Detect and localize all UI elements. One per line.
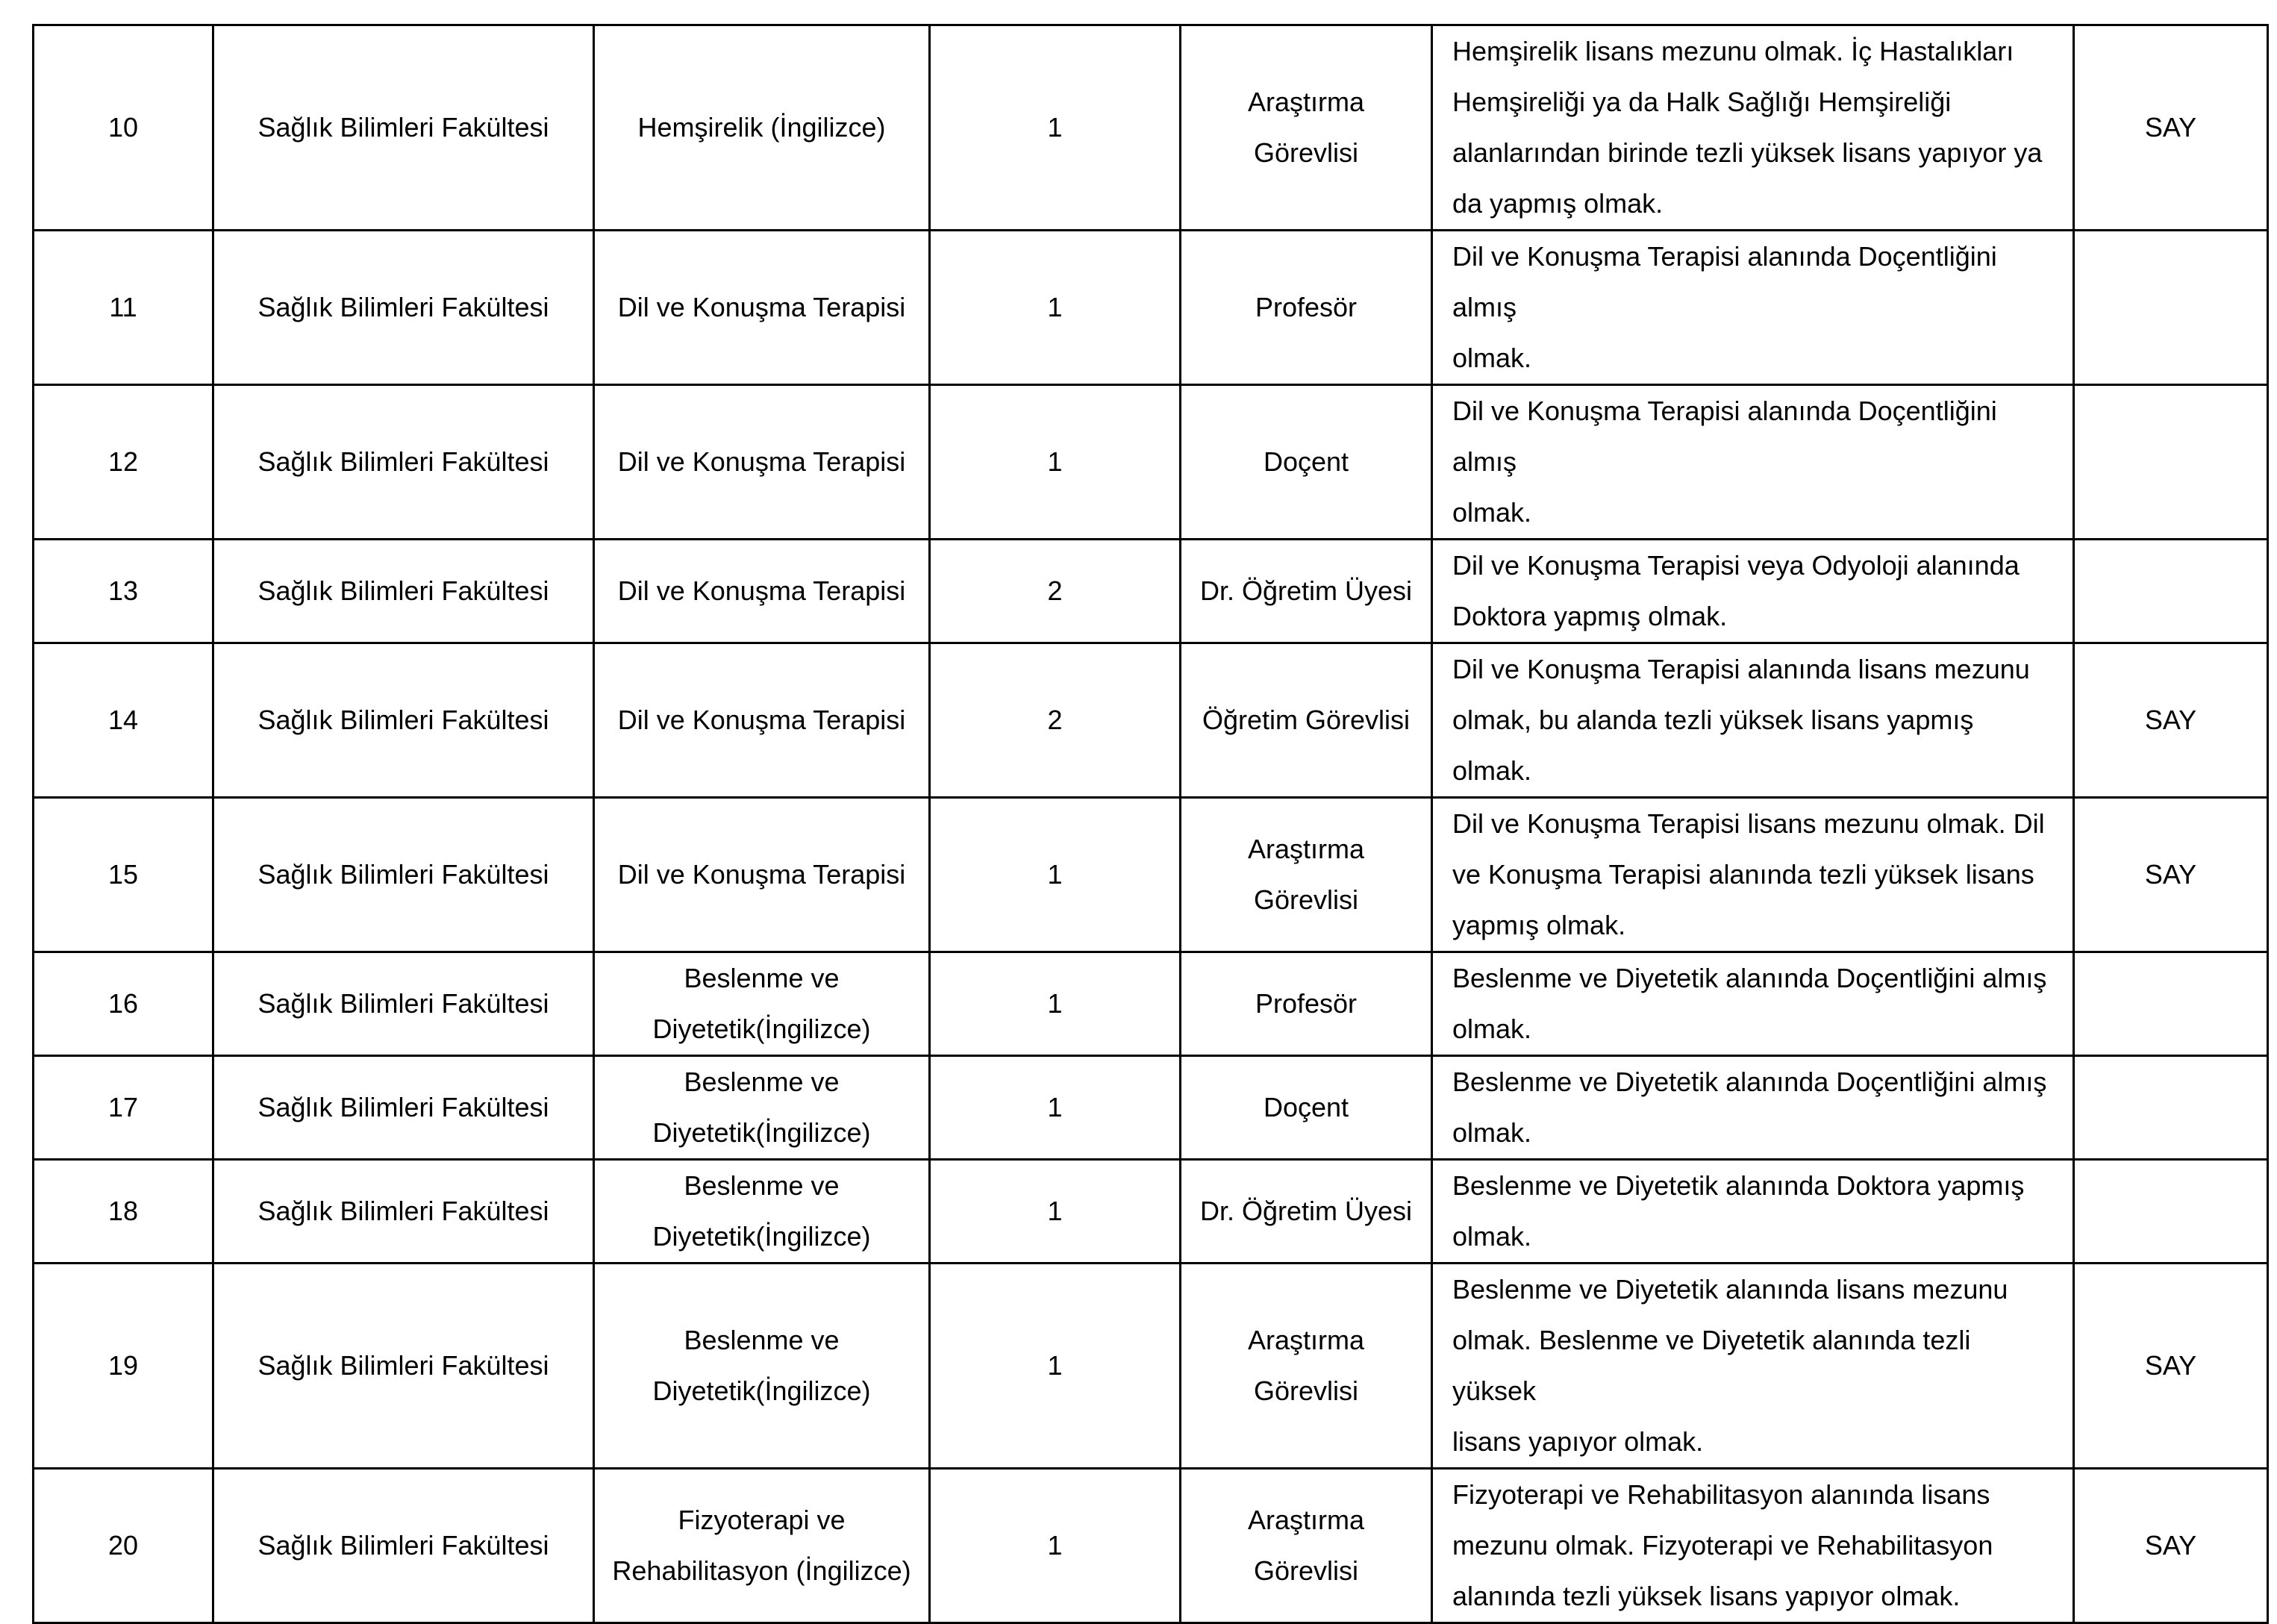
program-line: Dil ve Konuşma Terapisi <box>617 292 906 322</box>
faculty-cell: Sağlık Bilimleri Fakültesi <box>213 231 594 385</box>
position-line: Araştırma <box>1247 1505 1365 1535</box>
requirements-cell <box>1432 1264 2074 1469</box>
position-title-cell <box>1181 231 1432 385</box>
position-count-cell: 1 <box>930 1469 1181 1623</box>
staff-positions-table <box>32 24 2269 1624</box>
requirement-line: da yapmış olmak. <box>1452 188 1664 219</box>
program-cell <box>594 1469 930 1623</box>
requirement-line: ve Konuşma Terapisi alanında tezli yüksek lisans <box>1452 859 2034 890</box>
table-row <box>34 540 2268 643</box>
row-number-cell: 18 <box>34 1160 213 1264</box>
requirement-line: alanlarından birinde tezli yüksek lisans yapıyor ya <box>1452 137 2043 168</box>
program-line: Hemşirelik (İngilizce) <box>637 112 886 143</box>
requirements-cell <box>1432 1160 2074 1264</box>
table-row <box>34 231 2268 385</box>
faculty-cell: Sağlık Bilimleri Fakültesi <box>213 1469 594 1623</box>
faculty-cell: Sağlık Bilimleri Fakültesi <box>213 1160 594 1264</box>
program-cell <box>594 385 930 540</box>
table-row <box>34 1264 2268 1469</box>
row-number-cell: 15 <box>34 798 213 952</box>
position-line: Profesör <box>1255 292 1358 322</box>
table-row <box>34 1056 2268 1160</box>
requirements-cell <box>1432 231 2074 385</box>
position-title-cell <box>1181 1056 1432 1160</box>
faculty-cell: Sağlık Bilimleri Fakültesi <box>213 643 594 798</box>
table-body <box>34 25 2268 1623</box>
exam-type-cell <box>2074 385 2268 540</box>
exam-type-cell <box>2074 540 2268 643</box>
program-line: Dil ve Konuşma Terapisi <box>617 446 906 477</box>
requirement-line: olmak. <box>1452 343 1532 373</box>
exam-type-cell: SAY <box>2074 25 2268 231</box>
position-count-cell: 1 <box>930 952 1181 1056</box>
requirement-line: yapmış olmak. <box>1452 910 1626 940</box>
position-count-cell: 1 <box>930 385 1181 540</box>
position-count-cell: 2 <box>930 643 1181 798</box>
position-title-cell <box>1181 952 1432 1056</box>
position-line: Doçent <box>1263 1092 1349 1122</box>
requirements-cell <box>1432 1056 2074 1160</box>
program-line: Beslenme ve <box>684 963 840 993</box>
program-line: Dil ve Konuşma Terapisi <box>617 859 906 890</box>
requirement-line: olmak. <box>1452 1014 1532 1044</box>
position-title-cell <box>1181 1264 1432 1469</box>
program-line: Diyetetik(İngilizce) <box>652 1014 871 1044</box>
program-line: Diyetetik(İngilizce) <box>652 1117 871 1148</box>
program-line: Beslenme ve <box>684 1170 840 1201</box>
requirement-line: olmak. <box>1452 1117 1532 1148</box>
requirement-line: mezunu olmak. Fizyoterapi ve Rehabilitasyon <box>1452 1530 1993 1561</box>
position-line: Araştırma <box>1247 1325 1365 1355</box>
row-number-cell: 16 <box>34 952 213 1056</box>
requirements-cell <box>1432 798 2074 952</box>
position-title-cell <box>1181 25 1432 231</box>
position-title-cell <box>1181 1160 1432 1264</box>
position-line: Dr. Öğretim Üyesi <box>1199 575 1413 606</box>
row-number-cell: 17 <box>34 1056 213 1160</box>
program-cell <box>594 540 930 643</box>
position-title-cell <box>1181 385 1432 540</box>
position-title-cell <box>1181 643 1432 798</box>
requirement-line: olmak. Beslenme ve Diyetetik alanında tezli yüksek <box>1452 1325 1971 1406</box>
position-title-cell <box>1181 540 1432 643</box>
table-row <box>34 643 2268 798</box>
program-line: Beslenme ve <box>684 1066 840 1097</box>
position-line: Dr. Öğretim Üyesi <box>1199 1196 1413 1226</box>
faculty-cell: Sağlık Bilimleri Fakültesi <box>213 1264 594 1469</box>
position-line: Öğretim Görevlisi <box>1202 705 1411 735</box>
position-line: Görevlisi <box>1253 1555 1359 1586</box>
position-count-cell: 1 <box>930 798 1181 952</box>
requirement-line: Doktora yapmış olmak. <box>1452 601 1728 631</box>
exam-type-cell <box>2074 231 2268 385</box>
program-line: Diyetetik(İngilizce) <box>652 1375 871 1406</box>
table-row <box>34 952 2268 1056</box>
position-line: Görevlisi <box>1253 884 1359 915</box>
table-row <box>34 385 2268 540</box>
requirement-line: olmak, bu alanda tezli yüksek lisans yapmış olmak. <box>1452 705 1974 786</box>
program-cell <box>594 1264 930 1469</box>
position-line: Görevlisi <box>1253 137 1359 168</box>
requirement-line: Dil ve Konuşma Terapisi alanında lisans mezunu <box>1452 654 2030 684</box>
faculty-cell: Sağlık Bilimleri Fakültesi <box>213 798 594 952</box>
requirement-line: Dil ve Konuşma Terapisi lisans mezunu olmak. Dil <box>1452 808 2045 839</box>
requirement-line: olmak. <box>1452 497 1532 528</box>
requirements-cell <box>1432 1469 2074 1623</box>
row-number-cell: 20 <box>34 1469 213 1623</box>
faculty-cell: Sağlık Bilimleri Fakültesi <box>213 1056 594 1160</box>
exam-type-cell <box>2074 952 2268 1056</box>
program-cell <box>594 798 930 952</box>
program-line: Dil ve Konuşma Terapisi <box>617 575 906 606</box>
table-row <box>34 1160 2268 1264</box>
position-count-cell: 1 <box>930 1056 1181 1160</box>
requirement-line: Beslenme ve Diyetetik alanında lisans mezunu <box>1452 1274 2008 1305</box>
row-number-cell: 11 <box>34 231 213 385</box>
row-number-cell: 14 <box>34 643 213 798</box>
position-count-cell: 1 <box>930 1160 1181 1264</box>
program-cell <box>594 231 930 385</box>
position-count-cell: 1 <box>930 231 1181 385</box>
requirements-cell <box>1432 385 2074 540</box>
program-cell <box>594 952 930 1056</box>
requirement-line: Dil ve Konuşma Terapisi veya Odyoloji alanında <box>1452 550 2020 581</box>
requirement-line: Hemşireliği ya da Halk Sağlığı Hemşireliği <box>1452 87 1952 117</box>
requirement-line: olmak. <box>1452 1221 1532 1252</box>
program-cell <box>594 1056 930 1160</box>
program-cell <box>594 643 930 798</box>
position-count-cell: 1 <box>930 1264 1181 1469</box>
exam-type-cell: SAY <box>2074 1469 2268 1623</box>
faculty-cell: Sağlık Bilimleri Fakültesi <box>213 385 594 540</box>
requirement-line: Fizyoterapi ve Rehabilitasyon alanında lisans <box>1452 1479 1990 1510</box>
faculty-cell: Sağlık Bilimleri Fakültesi <box>213 540 594 643</box>
program-cell <box>594 1160 930 1264</box>
faculty-cell: Sağlık Bilimleri Fakültesi <box>213 25 594 231</box>
requirements-cell <box>1432 25 2074 231</box>
position-line: Profesör <box>1255 988 1358 1019</box>
requirement-line: lisans yapıyor olmak. <box>1452 1426 1704 1457</box>
faculty-cell: Sağlık Bilimleri Fakültesi <box>213 952 594 1056</box>
requirements-cell <box>1432 643 2074 798</box>
program-line: Dil ve Konuşma Terapisi <box>617 705 906 735</box>
exam-type-cell: SAY <box>2074 798 2268 952</box>
position-title-cell <box>1181 798 1432 952</box>
requirement-line: Hemşirelik lisans mezunu olmak. İç Hastalıkları <box>1452 36 2014 66</box>
exam-type-cell: SAY <box>2074 643 2268 798</box>
row-number-cell: 19 <box>34 1264 213 1469</box>
program-line: Beslenme ve <box>684 1325 840 1355</box>
requirement-line: Beslenme ve Diyetetik alanında Doktora yapmış <box>1452 1170 2025 1201</box>
exam-type-cell <box>2074 1056 2268 1160</box>
requirements-cell <box>1432 952 2074 1056</box>
program-line: Fizyoterapi ve <box>678 1505 846 1535</box>
table-row <box>34 1469 2268 1623</box>
position-line: Görevlisi <box>1253 1375 1359 1406</box>
table-row <box>34 25 2268 231</box>
exam-type-cell <box>2074 1160 2268 1264</box>
row-number-cell: 12 <box>34 385 213 540</box>
exam-type-cell: SAY <box>2074 1264 2268 1469</box>
requirement-line: Dil ve Konuşma Terapisi alanında Doçentliğini almış <box>1452 241 1997 322</box>
position-count-cell: 1 <box>930 25 1181 231</box>
position-line: Araştırma <box>1247 834 1365 864</box>
program-line: Diyetetik(İngilizce) <box>652 1221 871 1252</box>
position-line: Doçent <box>1263 446 1349 477</box>
position-line: Araştırma <box>1247 87 1365 117</box>
row-number-cell: 10 <box>34 25 213 231</box>
requirement-line: Dil ve Konuşma Terapisi alanında Doçentliğini almış <box>1452 396 1997 477</box>
table-row <box>34 798 2268 952</box>
position-title-cell <box>1181 1469 1432 1623</box>
requirement-line: Beslenme ve Diyetetik alanında Doçentliğini almış <box>1452 1066 2047 1097</box>
requirement-line: alanında tezli yüksek lisans yapıyor olmak. <box>1452 1581 1961 1611</box>
row-number-cell: 13 <box>34 540 213 643</box>
requirements-cell <box>1432 540 2074 643</box>
program-cell <box>594 25 930 231</box>
position-count-cell: 2 <box>930 540 1181 643</box>
requirement-line: Beslenme ve Diyetetik alanında Doçentliğini almış <box>1452 963 2047 993</box>
program-line: Rehabilitasyon (İngilizce) <box>612 1555 911 1586</box>
